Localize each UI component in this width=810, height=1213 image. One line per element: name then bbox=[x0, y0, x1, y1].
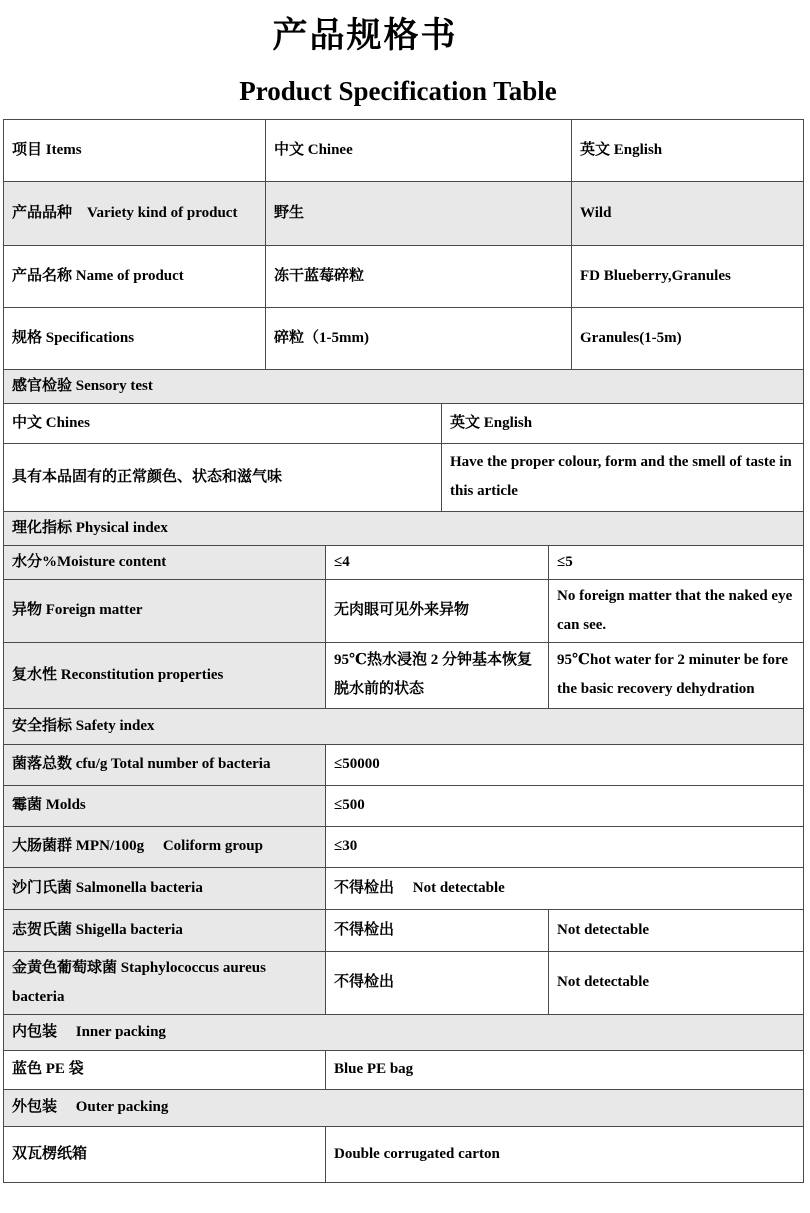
section-safety-index bbox=[4, 708, 804, 744]
table-cell: Double corrugated carton bbox=[326, 1126, 804, 1182]
table-cell: 产品品种 Variety kind of product bbox=[4, 181, 266, 245]
table-cell: Not detectable bbox=[549, 909, 804, 951]
table-cell: 项目 Items bbox=[4, 119, 266, 181]
table-cell: Blue PE bag bbox=[326, 1050, 804, 1089]
table-cell: 沙门氏菌 Salmonella bacteria bbox=[4, 867, 326, 909]
table-cell: 英文 English bbox=[572, 119, 804, 181]
table-cell: 蓝色 PE 袋 bbox=[4, 1050, 326, 1089]
table-cell: 碎粒（1-5mm) bbox=[266, 307, 572, 369]
row-total-bacteria bbox=[4, 744, 804, 785]
table-cell: ≤4 bbox=[326, 545, 549, 579]
section-inner-packing bbox=[4, 1014, 804, 1050]
row-sensory-desc bbox=[4, 443, 804, 511]
doc-title-en: Product Specification Table bbox=[239, 75, 557, 106]
table-cell: 菌落总数 cfu/g Total number of bacteria bbox=[4, 744, 326, 785]
row-salmonella bbox=[4, 867, 804, 909]
table-cell: 大肠菌群 MPN/100g Coliform group bbox=[4, 826, 326, 867]
section-header-cell: 感官检验 Sensory test bbox=[4, 369, 804, 403]
row-items-header bbox=[4, 119, 804, 181]
table-cell: 复水性 Reconstitution properties bbox=[4, 642, 326, 708]
table-cell: 英文 English bbox=[442, 403, 804, 443]
table-cell: 双瓦楞纸箱 bbox=[4, 1126, 326, 1182]
table-cell: 95℃hot water for 2 minuter be fore the basic recovery dehydration bbox=[549, 642, 804, 708]
table-cell: 水分%Moisture content bbox=[4, 545, 326, 579]
section-header-cell: 理化指标 Physical index bbox=[4, 511, 804, 545]
table-cell: 野生 bbox=[266, 181, 572, 245]
table-cell: 具有本品固有的正常颜色、状态和滋气味 bbox=[4, 443, 442, 511]
row-variety bbox=[4, 181, 804, 245]
row-inner-packing-value bbox=[4, 1050, 804, 1089]
table-cell: Have the proper colour, form and the smell of taste in this article bbox=[442, 443, 804, 511]
table-cell: 中文 Chines bbox=[4, 403, 442, 443]
table-cell: No foreign matter that the naked eye can see. bbox=[549, 579, 804, 642]
table-cell: Not detectable bbox=[549, 951, 804, 1014]
row-coliform bbox=[4, 826, 804, 867]
table-cell: ≤30 bbox=[326, 826, 804, 867]
table-cell: 冻干蓝莓碎粒 bbox=[266, 245, 572, 307]
table-cell: FD Blueberry,Granules bbox=[572, 245, 804, 307]
row-shigella bbox=[4, 909, 804, 951]
table-cell: 金黄色葡萄球菌 Staphylococcus aureus bacteria bbox=[4, 951, 326, 1014]
table-cell: 异物 Foreign matter bbox=[4, 579, 326, 642]
row-language-header bbox=[4, 403, 804, 443]
table-cell: 不得检出 bbox=[326, 909, 549, 951]
table-cell: ≤50000 bbox=[326, 744, 804, 785]
table-cell: 志贺氏菌 Shigella bacteria bbox=[4, 909, 326, 951]
doc-title-zh: 产品规格书 bbox=[272, 16, 458, 55]
row-staph bbox=[4, 951, 804, 1014]
section-physical-index bbox=[4, 511, 804, 545]
section-outer-packing bbox=[4, 1089, 804, 1126]
table-cell: 霉菌 Molds bbox=[4, 785, 326, 826]
row-foreign-matter bbox=[4, 579, 804, 642]
table-cell: ≤500 bbox=[326, 785, 804, 826]
table-cell: 不得检出 bbox=[326, 951, 549, 1014]
section-header-cell: 内包装 Inner packing bbox=[4, 1014, 804, 1050]
row-molds bbox=[4, 785, 804, 826]
table-cell: Granules(1-5m) bbox=[572, 307, 804, 369]
row-moisture bbox=[4, 545, 804, 579]
section-header-cell: 安全指标 Safety index bbox=[4, 708, 804, 744]
table-cell: 95℃热水浸泡 2 分钟基本恢复脱水前的状态 bbox=[326, 642, 549, 708]
row-outer-packing-value bbox=[4, 1126, 804, 1182]
section-sensory-test bbox=[4, 369, 804, 403]
row-reconstitution bbox=[4, 642, 804, 708]
section-header-cell: 外包装 Outer packing bbox=[4, 1089, 804, 1126]
row-specifications bbox=[4, 307, 804, 369]
row-product-name bbox=[4, 245, 804, 307]
table-cell: ≤5 bbox=[549, 545, 804, 579]
product-spec-table bbox=[3, 119, 804, 1183]
table-cell: 不得检出 Not detectable bbox=[326, 867, 804, 909]
table-cell: 产品名称 Name of product bbox=[4, 245, 266, 307]
table-cell: 规格 Specifications bbox=[4, 307, 266, 369]
table-cell: Wild bbox=[572, 181, 804, 245]
table-cell: 无肉眼可见外来异物 bbox=[326, 579, 549, 642]
table-cell: 中文 Chinee bbox=[266, 119, 572, 181]
